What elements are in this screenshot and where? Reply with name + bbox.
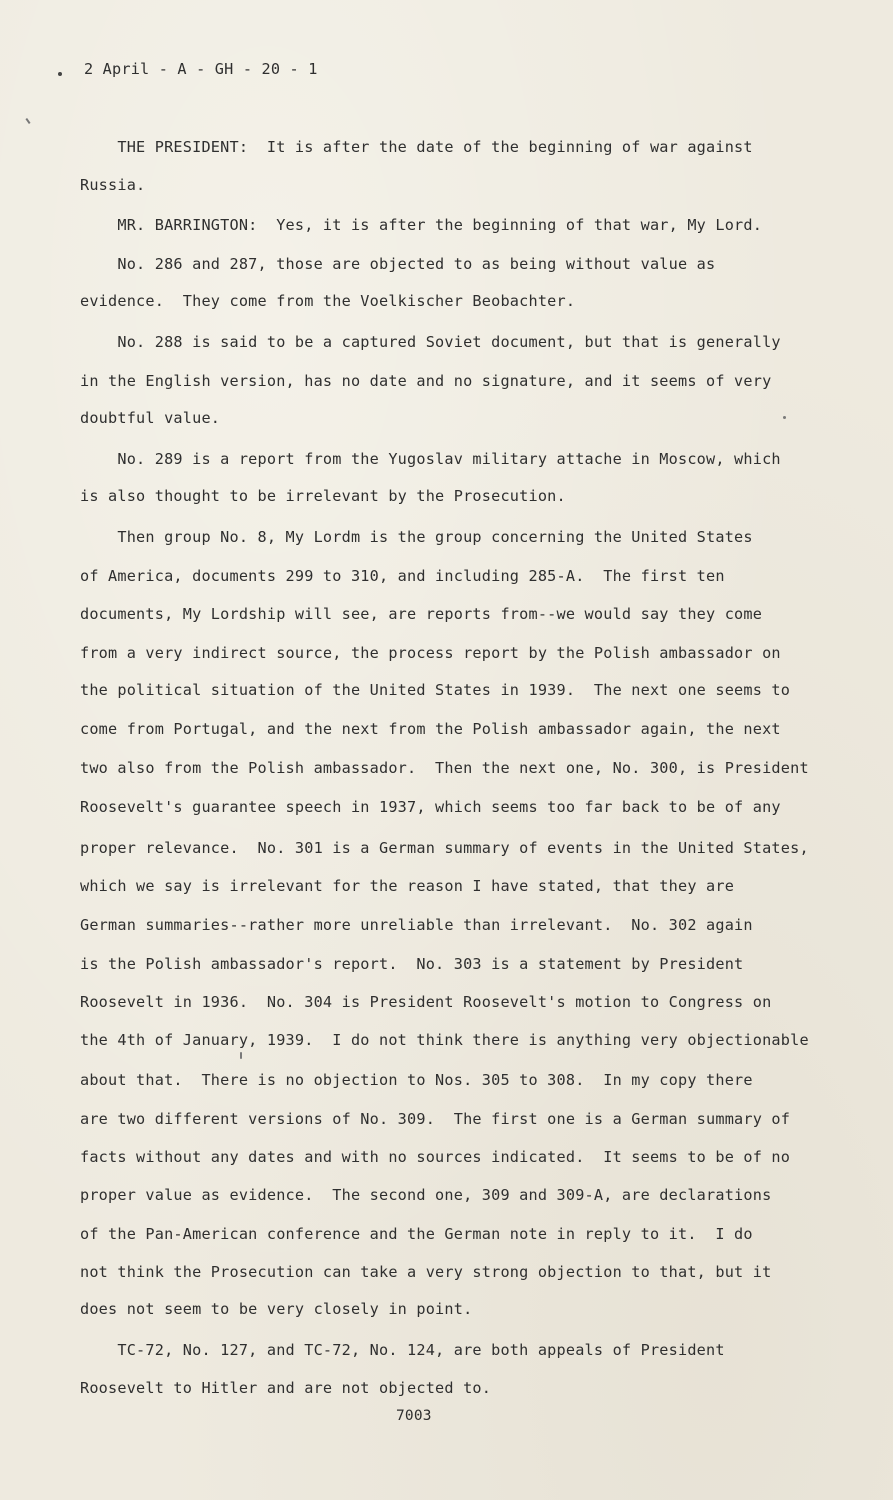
text-line: the political situation of the United States in 1939. The next one seems to: [80, 681, 791, 699]
text-line: TC-72, No. 127, and TC-72, No. 124, are both appeals of President: [80, 1341, 725, 1359]
text-line: MR. BARRINGTON: Yes, it is after the beginning of that war, My Lord.: [80, 216, 763, 234]
text-line: No. 286 and 287, those are objected to as being without value as: [80, 255, 716, 273]
text-line: THE PRESIDENT: It is after the date of the beginning of war against: [80, 138, 753, 156]
text-line: not think the Prosecution can take a very strong objection to that, but it: [80, 1263, 772, 1281]
text-line: Then group No. 8, My Lordm is the group concerning the United States: [80, 528, 753, 546]
margin-dot: [58, 72, 62, 76]
text-line: which we say is irrelevant for the reason I have stated, that they are: [80, 877, 735, 895]
text-line: doubtful value.: [80, 409, 221, 427]
text-line: Roosevelt to Hitler and are not objected to.: [80, 1379, 492, 1397]
text-line: are two different versions of No. 309. The first one is a German summary of: [80, 1110, 791, 1128]
text-line: documents, My Lordship will see, are reports from--we would say they come: [80, 605, 763, 623]
text-line: about that. There is no objection to Nos. 305 to 308. In my copy there: [80, 1071, 753, 1089]
text-line: two also from the Polish ambassador. Then the next one, No. 300, is President: [80, 759, 809, 777]
speck: [783, 416, 786, 419]
text-line: German summaries--rather more unreliable than irrelevant. No. 302 again: [80, 916, 753, 934]
text-line: Roosevelt in 1936. No. 304 is President Roosevelt's motion to Congress on: [80, 993, 772, 1011]
text-line: Russia.: [80, 176, 146, 194]
text-line: facts without any dates and with no sources indicated. It seems to be of no: [80, 1148, 791, 1166]
page-header: 2 April - A - GH - 20 - 1: [84, 60, 318, 78]
text-line: No. 288 is said to be a captured Soviet document, but that is generally: [80, 333, 781, 351]
text-line: Roosevelt's guarantee speech in 1937, which seems too far back to be of any: [80, 798, 781, 816]
text-line: is the Polish ambassador's report. No. 303 is a statement by President: [80, 955, 744, 973]
page-number: 7003: [396, 1408, 432, 1424]
text-line: from a very indirect source, the process report by the Polish ambassador on: [80, 644, 781, 662]
text-line: the 4th of January, 1939. I do not think there is anything very objectionable: [80, 1031, 809, 1049]
speck: [240, 1052, 242, 1059]
text-line: does not seem to be very closely in point.: [80, 1300, 473, 1318]
margin-mark: [25, 118, 30, 124]
text-line: of the Pan-American conference and the German note in reply to it. I do: [80, 1225, 753, 1243]
text-line: in the English version, has no date and no signature, and it seems of very: [80, 372, 772, 390]
text-line: come from Portugal, and the next from the Polish ambassador again, the next: [80, 720, 781, 738]
text-line: of America, documents 299 to 310, and including 285-A. The first ten: [80, 567, 725, 585]
text-line: proper relevance. No. 301 is a German summary of events in the United States,: [80, 839, 809, 857]
text-line: is also thought to be irrelevant by the Prosecution.: [80, 487, 566, 505]
text-line: evidence. They come from the Voelkischer Beobachter.: [80, 292, 576, 310]
text-line: No. 289 is a report from the Yugoslav military attache in Moscow, which: [80, 450, 781, 468]
text-line: proper value as evidence. The second one, 309 and 309-A, are declarations: [80, 1186, 772, 1204]
